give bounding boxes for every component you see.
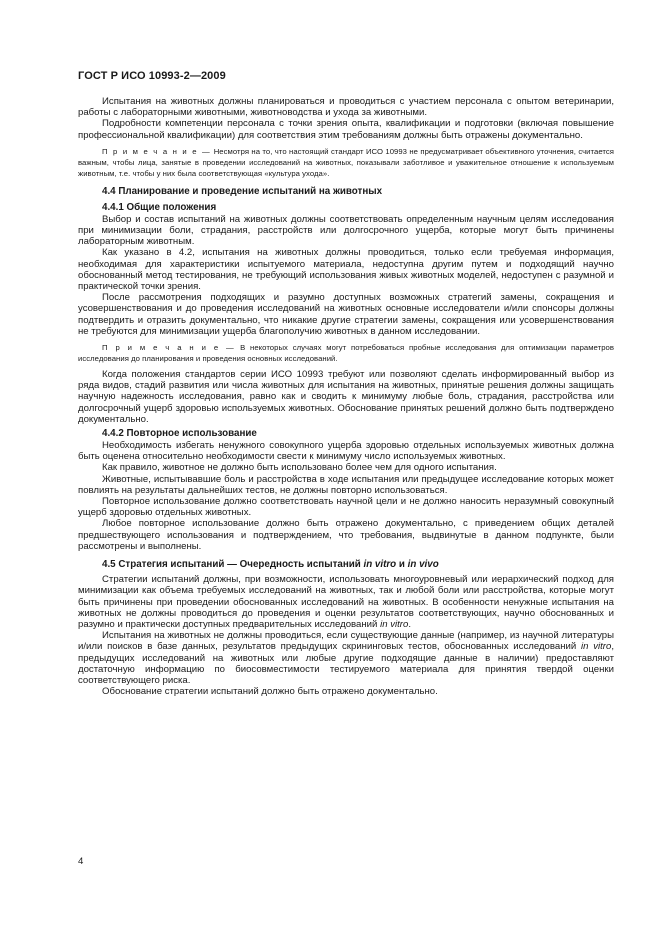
paragraph: Любое повторное использование должно быть отражено документально, с приведением общих деталей предшествующего использования и подтверждением, что требования, выдвинутые в данном подпункте, были рассмотрены и выполнены. xyxy=(78,518,614,552)
note-text: В некоторых случаях могут потребоваться пробные исследования для оптимизации параметров исследования до планирования и проведения основных исследований. xyxy=(78,343,614,364)
paragraph: Когда положения стандартов серии ИСО 10993 требуют или позволяют сделать информированный выбор из ряда видов, стадий развития или числа животных для испытания на животных, принятые решения должны защищать научную надежность исследования, равно как и сводить к минимуму любые боль, страдания, расстройства или долгосрочный ущерб здоровью используемых животных. Обоснование принятых решений должно быть подтверждено документально. xyxy=(78,369,614,425)
subsection-heading-4-4-2: 4.4.2 Повторное использование xyxy=(102,428,257,440)
paragraph-text: , предыдущих исследований на животных или любые другие подходящие данные в наличии) предоставляют достаточную информацию по биосовместимости тестируемого материала для принятия твердой оценки соответствующего риска. xyxy=(78,641,614,686)
section-heading-4-5 xyxy=(78,558,614,571)
subsection-heading-4-4-1: 4.4.1 Общие положения xyxy=(102,201,217,213)
document-body xyxy=(78,96,614,697)
paragraph-italic: in vitro xyxy=(580,641,612,653)
heading-text: и xyxy=(396,559,408,571)
page-number: 4 xyxy=(78,856,84,867)
paragraph: Животные, испытывавшие боль и расстройства в ходе испытания или предыдущее исследование которых может повлиять на результаты дальнейших тестов, не должны повторно использоваться. xyxy=(78,473,614,496)
note xyxy=(78,342,614,364)
heading-italic: in vivo xyxy=(407,559,439,571)
paragraph: Обоснование стратегии испытаний должно быть отражено документально. xyxy=(102,686,438,698)
paragraph: Повторное использование должно соответствовать научной цели и не должно наносить неразумный совокупный ущерб здоровью отдельных животных. xyxy=(78,496,614,519)
note xyxy=(78,146,614,179)
paragraph-italic: in vitro xyxy=(380,618,409,630)
paragraph xyxy=(78,630,614,686)
paragraph: Необходимость избегать ненужного совокупного ущерба здоровью отдельных используемых животных должна быть оценена относительно необходимости свести к минимуму число используемых животных. xyxy=(78,440,614,463)
document-header: ГОСТ Р ИСО 10993-2—2009 xyxy=(78,70,226,82)
paragraph: Выбор и состав испытаний на животных должны соответствовать определенным научным целям исследования при минимизации боли, страдания, расстройств или долгосрочного ущерба, которые могут быть причинены лабораторным животным. xyxy=(78,213,614,248)
paragraph-text: Стратегии испытаний должны, при возможности, использовать многоуровневый или иерархический подход для минимизации как объема требуемых исследований на животных, так и любой боли или расстройства, которые могут быть причинены при проведении обоснованных исследований на животных. В особенности ненужные испытания на животных не должны проводиться до проведения и оценки результатов соответствующих, научно обоснованных и разумно и практически доступных предварительных исследований xyxy=(78,574,614,630)
note-label: П р и м е ч а н и е — xyxy=(102,343,236,353)
paragraph: После рассмотрения подходящих и разумно доступных возможных стратегий замены, сокращения и усовершенствования и до проведения исследований на животных основные исследователи и/или спонсоры должны подтвердить и отразить документально, что никакие другие стратегии замены, сокращения или усовершенствования не требуются для минимизации ущерба благополучию животных в данном исследовании. xyxy=(78,292,614,337)
paragraph-text: Испытания на животных не должны проводиться, если существующие данные (например, из научной литературы и/или поисков в базе данных, результатов предыдущих скрининговых тестов, обоснованных исследований xyxy=(78,630,614,653)
note-text: Несмотря на то, что настоящий стандарт ИСО 10993 не предусматривает объективного уточнения, считается важным, чтобы лица, занятые в проведении исследований на животных, показывали заботливое и уважительное отношение к используемым животным, т.е. чтобы у них была соответствующая «культура ухода». xyxy=(78,146,614,178)
section-heading-4-4: 4.4 Планирование и проведение испытаний на животных xyxy=(102,185,383,197)
heading-text: 4.5 Стратегия испытаний — Очередность испытаний xyxy=(102,559,364,571)
paragraph xyxy=(78,574,614,630)
note-label: П р и м е ч а н и е — xyxy=(102,146,212,156)
paragraph: Испытания на животных должны планироваться и проводиться с участием персонала с опытом ветеринарии, работы с лабораторными животными, животноводства и ухода за животными. xyxy=(78,96,614,119)
paragraph: Как правило, животное не должно быть использовано более чем для одного испытания. xyxy=(102,462,497,474)
heading-italic: in vitro xyxy=(363,559,397,571)
paragraph: Подробности компетенции персонала с точки зрения опыта, квалификации и подготовки (включая повышение профессиональной квалификации) для соответствия этим требованиям должны быть отражены документально. xyxy=(78,118,614,141)
paragraph-text: . xyxy=(408,618,411,630)
paragraph: Как указано в 4.2, испытания на животных должны проводиться, только если требуемая информация, необходимая для характеристики испытуемого материала, недоступна другим путем и подходящий научно обоснованный метод тестирования, не требующий использования живых животных моделей, недоступен с разумной и практической точки зрения. xyxy=(78,247,614,293)
